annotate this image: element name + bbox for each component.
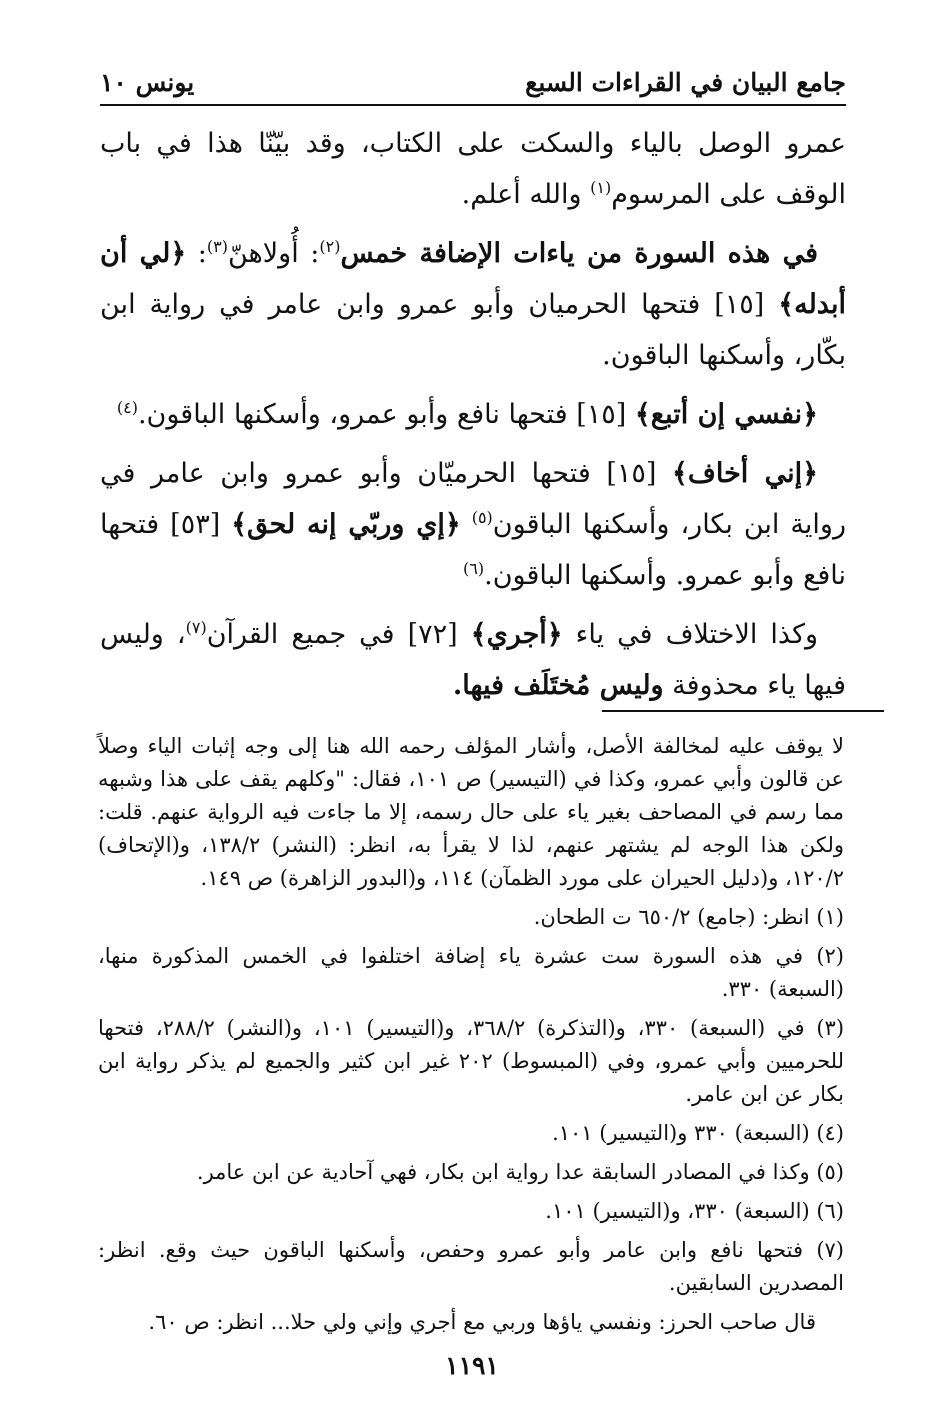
- quran-quote: ﴿أجري﴾: [470, 619, 563, 650]
- text-span: والله أعلم.: [461, 179, 591, 210]
- footnote-4: (٤) (السبعة) ٣٣٠ و(التيسير) ١٠١.: [552, 1121, 844, 1145]
- paragraph-2: [100, 228, 846, 381]
- footnote-ref-6: (٦): [463, 559, 485, 578]
- footnote-6: (٦) (السبعة) ٣٣٠، و(التيسير) ١٠١.: [545, 1199, 844, 1223]
- footnote-ref-3: (٣): [206, 237, 228, 256]
- surah-label: يونس ١٠: [100, 68, 195, 97]
- text-span: عمرو الوصل بالياء والسكت على الكتاب، وقد بيّنّا هذا في باب الوقف على المرسوم: [100, 128, 846, 210]
- footnote-7: (٧) فتحها نافع وابن عامر وأبو عمرو وحفص، وأسكنها الباقون حيث وقع. انظر: المصدرين السابقين.: [98, 1238, 844, 1295]
- text-span: [١٥] فتحها الحرميان وأبو عمرو وابن عامر في رواية ابن بكّار، وأسكنها الباقون.: [100, 289, 846, 371]
- paragraph-3: [100, 389, 846, 440]
- text-span: :: [186, 238, 207, 269]
- book-title: جامع البيان في القراءات السبع: [525, 68, 846, 97]
- paragraph-4: [100, 448, 846, 601]
- footnote-divider: [602, 710, 884, 712]
- footnote-3: (٣) في (السبعة) ٣٣٠، و(التذكرة) ٣٦٨/٢، و(التيسير) ١٠١، و(النشر) ٢٨٨/٢، فتحها للحرميين وأبي عمرو، وفي (المبسوط) ٢٠٢ غير ابن كثير والجميع لم يذكر رواية ابن بكار عن ابن عامر.: [98, 1016, 845, 1106]
- footnote-ref-2: (٢): [319, 237, 341, 256]
- text-span: : أُولاهنّ: [227, 238, 320, 269]
- paragraph-5: [100, 609, 846, 711]
- text-span: [٧٢] في جميع القرآن: [206, 619, 471, 650]
- quran-quote: ﴿إني أخاف﴾: [672, 458, 819, 489]
- footnote-ref-7: (٧): [185, 618, 207, 637]
- footnote-2: (٢) في هذه السورة ست عشرة ياء إضافة اختلفوا في الخمس المذكورة منها، (السبعة) ٣٣٠.: [98, 944, 844, 1001]
- footnote-ref-4: (٤): [116, 398, 138, 417]
- footnote-ref-5: (٥): [471, 508, 493, 527]
- footnote-1: (١) انظر: (جامع) ٦٥٠/٢ ت الطحان.: [533, 905, 844, 929]
- header-divider: [100, 104, 846, 106]
- text-span: ، وليس فيها ياء محذوفة: [100, 619, 846, 701]
- text-span: [١٥] فتحها نافع وأبو عمرو، وأسكنها الباقون.: [137, 399, 635, 430]
- text-span: [٥٣] فتحها نافع وأبو عمرو. وأسكنها الباقون.: [100, 509, 846, 591]
- footnote-5: (٥) وكذا في المصادر السابقة عدا رواية ابن بكار، فهي آحادية عن ابن عامر.: [196, 1160, 844, 1184]
- main-text: [100, 118, 846, 719]
- footnote-ref-1: (١): [590, 178, 612, 197]
- text-span: [461, 509, 472, 540]
- footnote-continuation: لا يوقف عليه لمخالفة الأصل، وأشار المؤلف رحمه الله هنا إلى وجه إثبات الياء وصلاً عن قالون وأبي عمرو، وكذا في (التيسير) ص ١٠١، فقال: "وكلهم يقف على هذا وشبهه مما رسم في المصاحف بغير ياء على حال رسمه، إلا ما جاءت فيه الرواية عنهم. قلت: ولكن هذا الوجه لم يشتهر عنهم، لذا لا يقرأ به، انظر: (النشر) ١٣٨/٢، و(الإتحاف) ١٢٠/٢، و(دليل الحيران على مورد الظمآن) ١١٤، و(البدور الزاهرة) ص ١٤٩.: [98, 734, 845, 890]
- text-span: وكذا الاختلاف في ياء: [562, 619, 818, 650]
- quran-quote: ﴿إي وربّي إنه لحق﴾: [231, 509, 461, 540]
- running-header: [100, 60, 846, 104]
- footnote-verse-note: قال صاحب الحرز: ونفسي ياؤها وربي مع أجري وإني ولي حلا... انظر: ص ٦٠.: [148, 1310, 816, 1334]
- page-number: ١١٩١: [445, 1351, 499, 1380]
- text-span: [١٥] فتحها الحرميّان وأبو عمرو وابن عامر في رواية ابن بكار، وأسكنها الباقون: [100, 458, 846, 540]
- bold-phrase: وليس مُختَلَف فيها.: [452, 670, 664, 701]
- paragraph-1: [100, 118, 846, 220]
- quran-quote: ﴿لي أن أبدله﴾: [100, 238, 846, 320]
- bold-heading: في هذه السورة من ياءات الإضافة خمس: [340, 238, 818, 269]
- quran-quote: ﴿نفسي إن أتبع﴾: [634, 399, 818, 430]
- footnotes: [98, 730, 844, 1345]
